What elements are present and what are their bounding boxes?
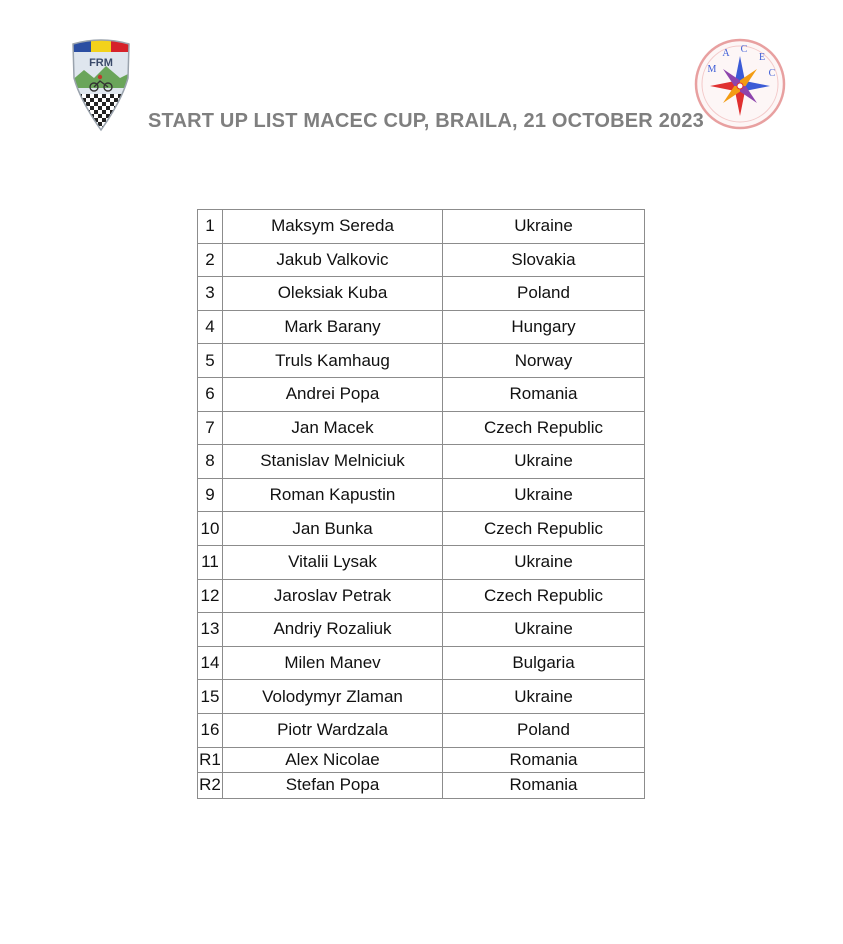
rider-name-cell: Mark Barany [223, 310, 443, 344]
country-cell: Ukraine [443, 680, 645, 714]
start-number-cell: 1 [198, 210, 223, 244]
rider-name-cell: Jakub Valkovic [223, 243, 443, 277]
start-number-cell: 15 [198, 680, 223, 714]
reserve-row [198, 747, 645, 773]
frm-logo-text: FRM [89, 57, 113, 69]
start-number-cell: 7 [198, 411, 223, 445]
start-list-table [197, 209, 645, 799]
rider-name-cell: Jan Macek [223, 411, 443, 445]
table-row [198, 277, 645, 311]
country-cell: Poland [443, 277, 645, 311]
start-number-cell: 12 [198, 579, 223, 613]
table-row [198, 445, 645, 479]
country-cell: Ukraine [443, 613, 645, 647]
start-list-body [198, 210, 645, 799]
rider-name-cell: Alex Nicolae [223, 747, 443, 773]
rider-name-cell: Piotr Wardzala [223, 713, 443, 747]
start-number-cell: 3 [198, 277, 223, 311]
frm-logo [70, 38, 132, 132]
table-row [198, 310, 645, 344]
table-row [198, 377, 645, 411]
reserve-row [198, 773, 645, 799]
rider-name-cell: Andriy Rozaliuk [223, 613, 443, 647]
start-number-cell: R2 [198, 773, 223, 799]
table-row [198, 210, 645, 244]
country-cell: Hungary [443, 310, 645, 344]
rider-name-cell: Vitalii Lysak [223, 545, 443, 579]
country-cell: Ukraine [443, 445, 645, 479]
table-row [198, 680, 645, 714]
country-cell: Poland [443, 713, 645, 747]
start-number-cell: 9 [198, 478, 223, 512]
rider-name-cell: Milen Manev [223, 646, 443, 680]
start-number-cell: 4 [198, 310, 223, 344]
start-number-cell: 6 [198, 377, 223, 411]
country-cell: Bulgaria [443, 646, 645, 680]
table-row [198, 579, 645, 613]
rider-name-cell: Volodymyr Zlaman [223, 680, 443, 714]
rider-name-cell: Andrei Popa [223, 377, 443, 411]
macec-letter-m: M [707, 64, 717, 75]
rider-name-cell: Roman Kapustin [223, 478, 443, 512]
start-number-cell: 14 [198, 646, 223, 680]
country-cell: Romania [443, 773, 645, 799]
rider-name-cell: Jan Bunka [223, 512, 443, 546]
country-cell: Czech Republic [443, 579, 645, 613]
table-row [198, 646, 645, 680]
country-cell: Norway [443, 344, 645, 378]
start-number-cell: R1 [198, 747, 223, 773]
table-row [198, 478, 645, 512]
country-cell: Ukraine [443, 210, 645, 244]
table-row [198, 613, 645, 647]
country-cell: Ukraine [443, 545, 645, 579]
country-cell: Romania [443, 747, 645, 773]
rider-name-cell: Jaroslav Petrak [223, 579, 443, 613]
start-number-cell: 13 [198, 613, 223, 647]
page-title: START UP LIST MACEC CUP, BRAILA, 21 OCTOBER 2023 [148, 110, 704, 132]
rider-name-cell: Stefan Popa [223, 773, 443, 799]
start-number-cell: 5 [198, 344, 223, 378]
macec-letter-e: E [758, 52, 766, 63]
start-number-cell: 16 [198, 713, 223, 747]
macec-letter-c: C [740, 44, 748, 55]
table-row [198, 512, 645, 546]
country-cell: Slovakia [443, 243, 645, 277]
rider-name-cell: Oleksiak Kuba [223, 277, 443, 311]
country-cell: Ukraine [443, 478, 645, 512]
start-number-cell: 2 [198, 243, 223, 277]
rider-name-cell: Truls Kamhaug [223, 344, 443, 378]
rider-name-cell: Stanislav Melniciuk [223, 445, 443, 479]
table-row [198, 545, 645, 579]
macec-letter-c2: C [768, 68, 776, 79]
country-cell: Czech Republic [443, 512, 645, 546]
table-row [198, 344, 645, 378]
table-row [198, 713, 645, 747]
country-cell: Czech Republic [443, 411, 645, 445]
table-row [198, 411, 645, 445]
start-number-cell: 11 [198, 545, 223, 579]
country-cell: Romania [443, 377, 645, 411]
macec-letter-a: A [722, 48, 730, 59]
table-row [198, 243, 645, 277]
rider-name-cell: Maksym Sereda [223, 210, 443, 244]
start-number-cell: 8 [198, 445, 223, 479]
start-number-cell: 10 [198, 512, 223, 546]
